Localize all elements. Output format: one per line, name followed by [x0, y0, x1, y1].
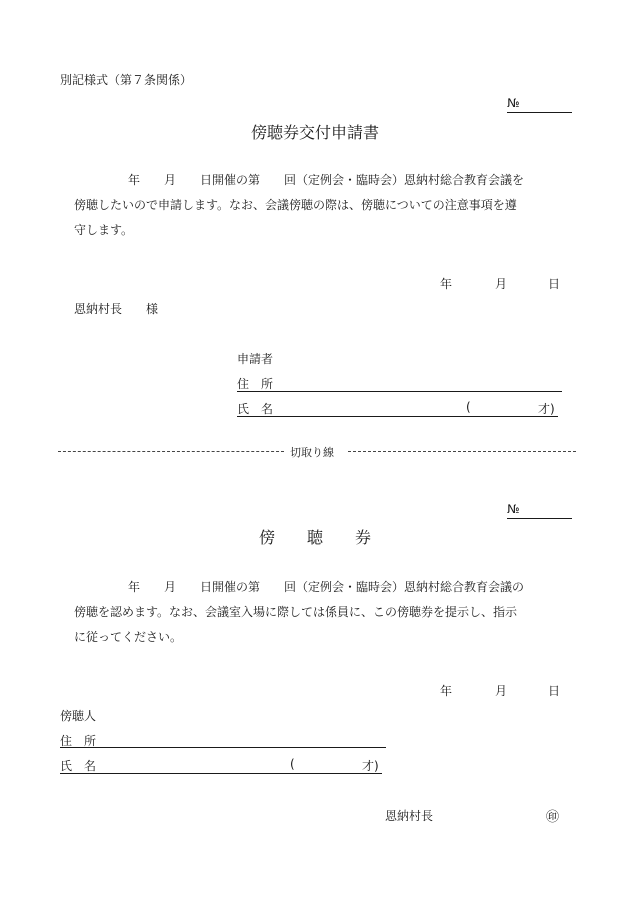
ticket-number-label: № [507, 502, 520, 516]
ticket-body-line3: に従ってください。 [74, 630, 183, 644]
applicant-name-field[interactable] [237, 416, 558, 417]
cut-line-right [348, 451, 576, 452]
ticket-body-line2: 傍聴を認めます。なお、会議室入場に際しては係員に、この傍聴券を提示し、指示 [74, 605, 518, 619]
applicant-age-label: 才) [538, 402, 555, 416]
addressee: 恩納村長 様 [74, 302, 159, 316]
issuer-label: 恩納村長 [385, 809, 434, 823]
applicant-address-label: 住 所 [237, 377, 274, 391]
application-number-label: № [507, 96, 520, 110]
application-body-line2: 傍聴したいので申請します。なお、会議傍聴の際は、傍聴についての注意事項を遵 [74, 198, 517, 212]
attendee-paren-open: ( [290, 757, 295, 771]
ticket-date-day: 日 [548, 684, 561, 698]
cut-line-label: 切取り線 [290, 446, 334, 459]
application-title: 傍聴券交付申請書 [250, 123, 379, 142]
application-date-month: 月 [495, 277, 508, 291]
ticket-body-line1: 年 月 日開催の第 回（定例会・臨時会）恩納村総合教育会議の [128, 580, 525, 594]
form-label: 別記様式（第７条関係） [60, 73, 193, 87]
applicant-paren-open: ( [466, 400, 471, 414]
attendee-address-label: 住 所 [60, 734, 97, 748]
ticket-date-month: 月 [495, 684, 508, 698]
application-body-line3: 守します。 [74, 223, 134, 237]
attendee-age-label: 才) [362, 759, 379, 773]
applicant-name-label: 氏 名 [237, 402, 274, 416]
attendee-name-label: 氏 名 [60, 759, 97, 773]
application-date-year: 年 [440, 277, 453, 291]
applicant-label: 申請者 [237, 352, 274, 366]
attendee-label: 傍聴人 [60, 709, 97, 723]
attendee-address-field[interactable] [60, 747, 386, 748]
application-number-line [507, 112, 572, 113]
cut-line-left [58, 451, 284, 452]
ticket-number-line [507, 518, 572, 519]
ticket-date-year: 年 [440, 684, 453, 698]
attendee-name-field[interactable] [60, 773, 382, 774]
ticket-title: 傍 聴 券 [258, 528, 371, 547]
application-body-line1: 年 月 日開催の第 回（定例会・臨時会）恩納村総合教育会議を [128, 173, 525, 187]
applicant-address-field[interactable] [237, 391, 562, 392]
seal-icon: ㊞ [546, 810, 560, 825]
application-date-day: 日 [548, 277, 561, 291]
